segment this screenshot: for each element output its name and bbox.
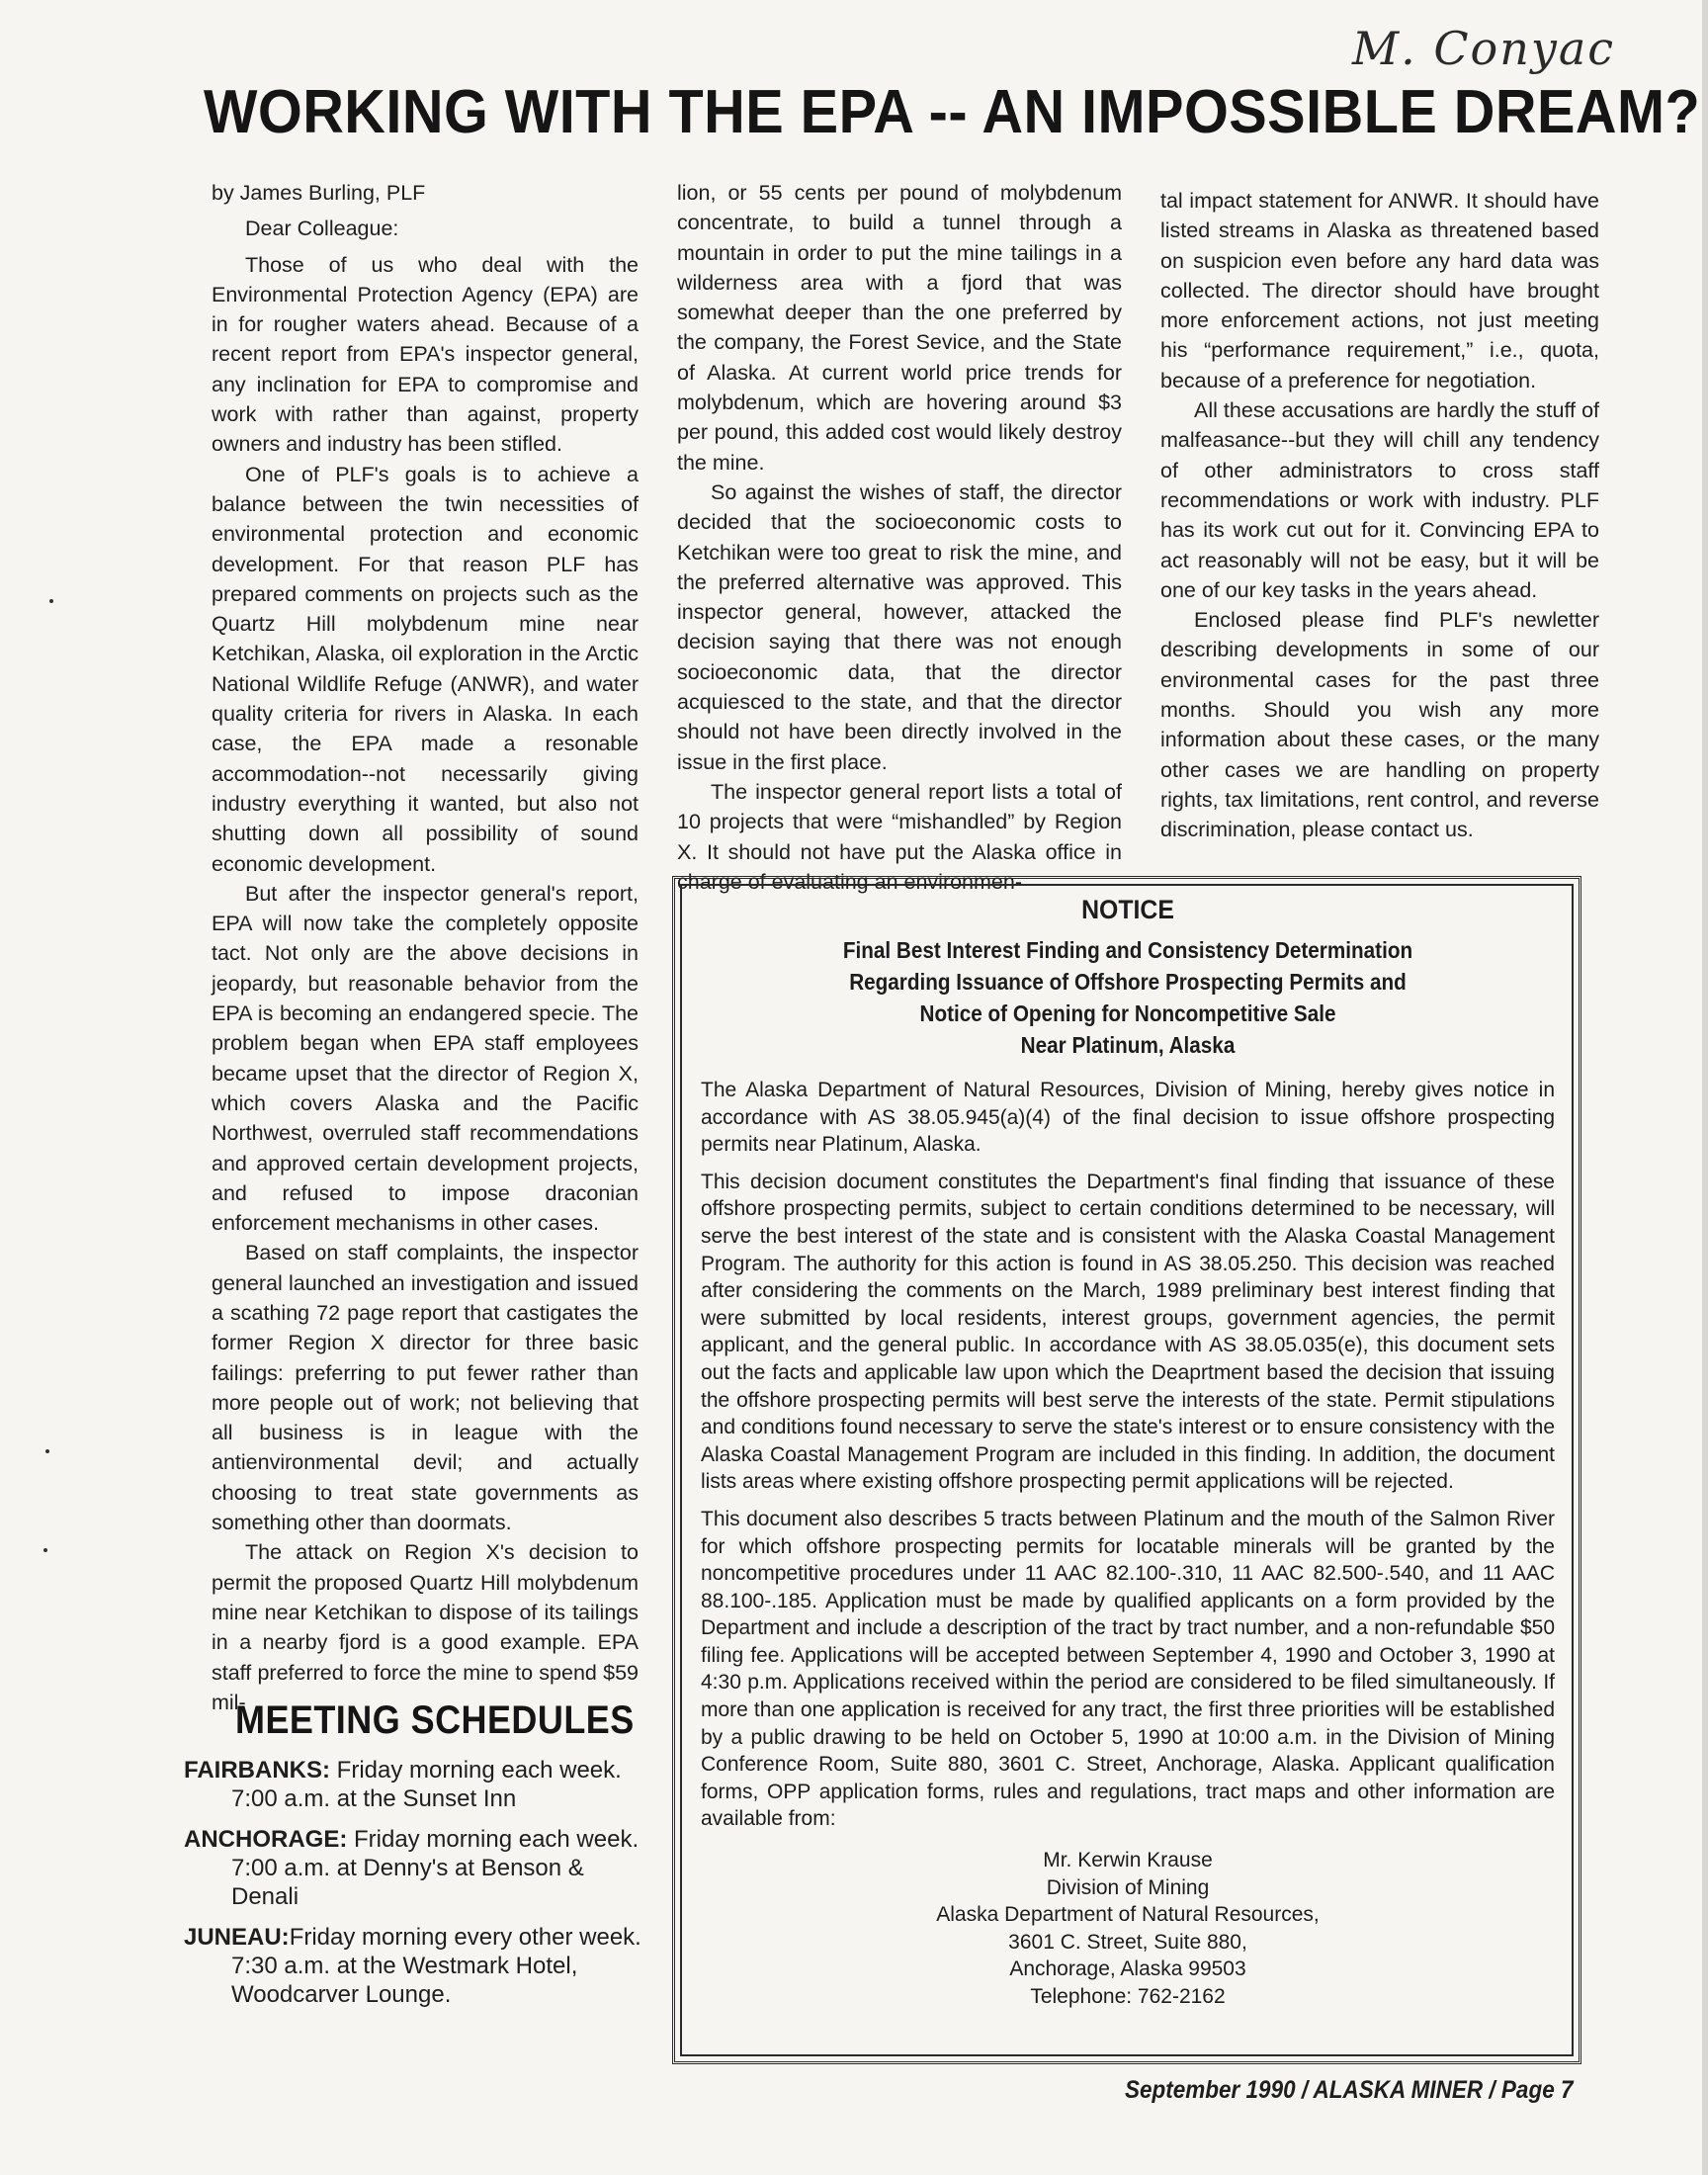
scan-speck (49, 599, 53, 603)
article-paragraph: The inspector general report lists a total of 10 projects that were “mishandled” by Region X. It should not have put the Alaska office in charge of evaluating an environmen- (677, 779, 1122, 894)
article-column-2 (677, 178, 1122, 897)
notice-paragraph: This decision document constitutes the Department's final finding that issuance of these offshore prospecting permits, subject to certain conditions determined to be necessary, will serve the best interest of the state and is consistent with the Alaska Coastal Management Program. The authority for this action is found in AS 38.05.250. This decision was reached after considering the comments on the March, 1989 preliminary best interest finding that were submitted by local residents, interest groups, government agencies, the permit applicant, and the general public. In accordance with AS 38.05.035(e), this document sets out the facts and applicable law upon which the Deaprtment based the decision that issuing the offshore prospecting permits will best serve the interests of the state. Permit stipulations and conditions found necessary to serve the state's interest or to ensure consistency with the Alaska Coastal Management Program are included in this finding. In addition, the document lists areas where existing offshore prospecting permit applications will be rejected. (701, 1170, 1555, 1494)
article-column-1 (212, 178, 639, 1717)
contact-line: Telephone: 762-2162 (1030, 1985, 1226, 2008)
meeting-city: JUNEAU: (184, 1924, 290, 1951)
meeting-when: Friday morning each week. (336, 1757, 622, 1784)
notice-subtitle-line: Regarding Issuance of Offshore Prospecting Permits and (849, 969, 1407, 995)
notice-paragraph: This document also describes 5 tracts between Platinum and the mouth of the Salmon River for which offshore prospecting permits for locatable minerals will be granted by the noncompetitive procedures under 11 AAC 82.100-.310, 11 AAC 82.500-.540, and 11 AAC 88.100-.185. Application must be made by qualified applicants on a form provided by the Department and include a description of the tract by tract number, and a non-refundable $50 filing fee. Applications will be accepted between September 4, 1990 and October 3, 1990 at 4:30 p.m. Applications received within the period are considered to be filed simultaneously. If more than one application is received for any tract, the first three priorities will be established by a public drawing to be held on October 5, 1990 at 10:00 a.m. in the Division of Mining Conference Room, Suite 880, 3601 C. Street, Anchorage, Alaska. Applicant qualification forms, OPP application forms, rules and regulations, tract maps and other information are available from: (701, 1507, 1555, 1831)
article-column-3 (1160, 186, 1599, 845)
contact-line: Mr. Kerwin Krause (1043, 1849, 1213, 1872)
article-paragraph: Those of us who deal with the Environmental Protection Agency (EPA) are in for rougher waters ahead. Because of a recent report from EPA's inspector general, any inclination for EPA to compromise and work with rather than against, property owners and industry has been stifled. (212, 252, 639, 457)
meeting-when: Friday morning every other week. (289, 1924, 641, 1951)
contact-line: Division of Mining (1046, 1875, 1210, 1899)
notice-subtitle (743, 934, 1512, 1061)
meeting-entry (184, 1825, 648, 1911)
article-paragraph: But after the inspector general's report, EPA will now take the completely opposite tact. Not only are the above decisions in jeopardy, but reasonable behavior from the EPA is becoming an endangered specie. The problem began when EPA staff employees became upset that the director of Region X, which covers Alaska and the Pacific Northwest, overruled staff recommendations and approved certain development projects, and refused to impose draconian enforcement mechanisms in other cases. (212, 881, 639, 1236)
notice-body (701, 1077, 1555, 1833)
article-paragraph: The attack on Region X's decision to permit the proposed Quartz Hill molybdenum mine near Ketchikan to dispose of its tailings in a nearby fjord is a good example. EPA staff preferred to force the mine to spend $59 mil- (212, 1540, 639, 1714)
article-paragraph: lion, or 55 cents per pound of molybdenum concentrate, to build a tunnel through a mountain in order to put the mine tailings in a wilderness area with a fjord that was somewhat deeper than the one preferred by the company, the Forest Sevice, and the State of Alaska. At current world price trends for molybdenum, which are hovering around $3 per pound, this added cost would likely destroy the mine. (677, 181, 1122, 475)
scan-speck (43, 1548, 47, 1552)
notice-title: NOTICE (1081, 895, 1174, 924)
contact-line: Alaska Department of Natural Resources, (936, 1903, 1320, 1927)
notice-subtitle-line: Near Platinum, Alaska (1020, 1032, 1236, 1058)
notice-paragraph: The Alaska Department of Natural Resources, Division of Mining, hereby gives notice in accordance with AS 38.05.945(a)(4) of the final decision to issue offshore prospecting permits near Platinum, Alaska. (701, 1079, 1555, 1157)
meeting-schedules-list (184, 1756, 648, 2021)
notice-subtitle-line: Notice of Opening for Noncompetitive Sale (919, 1000, 1336, 1026)
article-paragraph: One of PLF's goals is to achieve a balance between the twin necessities of environmental protection and economic development. For that reason PLF has prepared comments on projects such as the Quartz Hill molybdenum mine near Ketchikan, Alaska, oil exploration in the Arctic National Wildlife Refuge (ANWR), and water quality criteria for rivers in Alaska. In each case, the EPA made a resonable accommodation--not necessarily giving industry everything it wanted, but also not shutting down all possibility of sound economic development. (212, 462, 639, 876)
handwritten-note: M. Conyac (1352, 22, 1616, 75)
byline: by James Burling, PLF (212, 181, 426, 205)
legal-notice-content (701, 893, 1555, 2011)
article-paragraph: All these accusations are hardly the stuff of malfeasance--but they will chill any tendency of other administrators to cross staff recommendations or work with industry. PLF has its work cut out for it. Convincing EPA to act reasonably will not be easy, but it will be one of our key tasks in the years ahead. (1160, 398, 1599, 602)
scan-speck (45, 1449, 49, 1453)
meeting-where: 7:00 a.m. at Denny's at Benson & Denali (231, 1855, 584, 1910)
legal-notice-box (672, 876, 1581, 2064)
meeting-city: FAIRBANKS: (184, 1757, 330, 1784)
notice-contact-block (701, 1847, 1555, 2011)
meeting-entry (184, 1756, 648, 1813)
meeting-entry (184, 1923, 648, 2009)
meeting-city: ANCHORAGE: (184, 1826, 348, 1853)
meeting-when: Friday morning each week. (354, 1826, 640, 1853)
headline: WORKING WITH THE EPA -- AN IMPOSSIBLE DREAM? (204, 78, 1701, 146)
meeting-schedules-title: MEETING SCHEDULES (235, 1698, 635, 1742)
article-paragraph: Based on staff complaints, the inspector general launched an investigation and issued a scathing 72 page report that castigates the former Region X director for three basic failings: preferring to put fewer rather than more people out of work; not believing that all business is in league with the antienvironmental devil; and actually choosing to treat state governments as something other than doormats. (212, 1241, 639, 1535)
article-paragraph: Enclosed please find PLF's newletter describing developments in some of our environmental cases for the past three months. Should you wish any more information about these cases, or the many other cases we are handling on property rights, tax limitations, rent control, and reverse discrimination, please contact us. (1160, 608, 1599, 842)
article-paragraph: tal impact statement for ANWR. It should have listed streams in Alaska as threatened based on suspicion even before any hard data was collected. The director should have brought more enforcement actions, not just meeting his “performance requirement,” i.e., quota, because of a preference for negotiation. (1160, 189, 1599, 392)
notice-subtitle-line: Final Best Interest Finding and Consistency Determination (842, 937, 1413, 963)
page-footer: September 1990 / ALASKA MINER / Page 7 (1125, 2076, 1574, 2104)
meeting-where: 7:00 a.m. at the Sunset Inn (231, 1785, 517, 1812)
page-edge-shadow (1702, 0, 1708, 2175)
article-paragraph: So against the wishes of staff, the director decided that the socioeconomic costs to Ketchikan were too great to risk the mine, and the preferred alternative was approved. This inspector general, however, attacked the decision saying that there was not enough socioeconomic data, that the director acquiesced to the state, and that the director should not have been directly involved in the issue in the first place. (677, 479, 1122, 774)
contact-line: 3601 C. Street, Suite 880, (1008, 1930, 1247, 1954)
contact-line: Anchorage, Alaska 99503 (1009, 1958, 1246, 1981)
salutation: Dear Colleague: (245, 217, 399, 241)
meeting-where: 7:30 a.m. at the Westmark Hotel, Woodcarver Lounge. (231, 1953, 578, 2008)
